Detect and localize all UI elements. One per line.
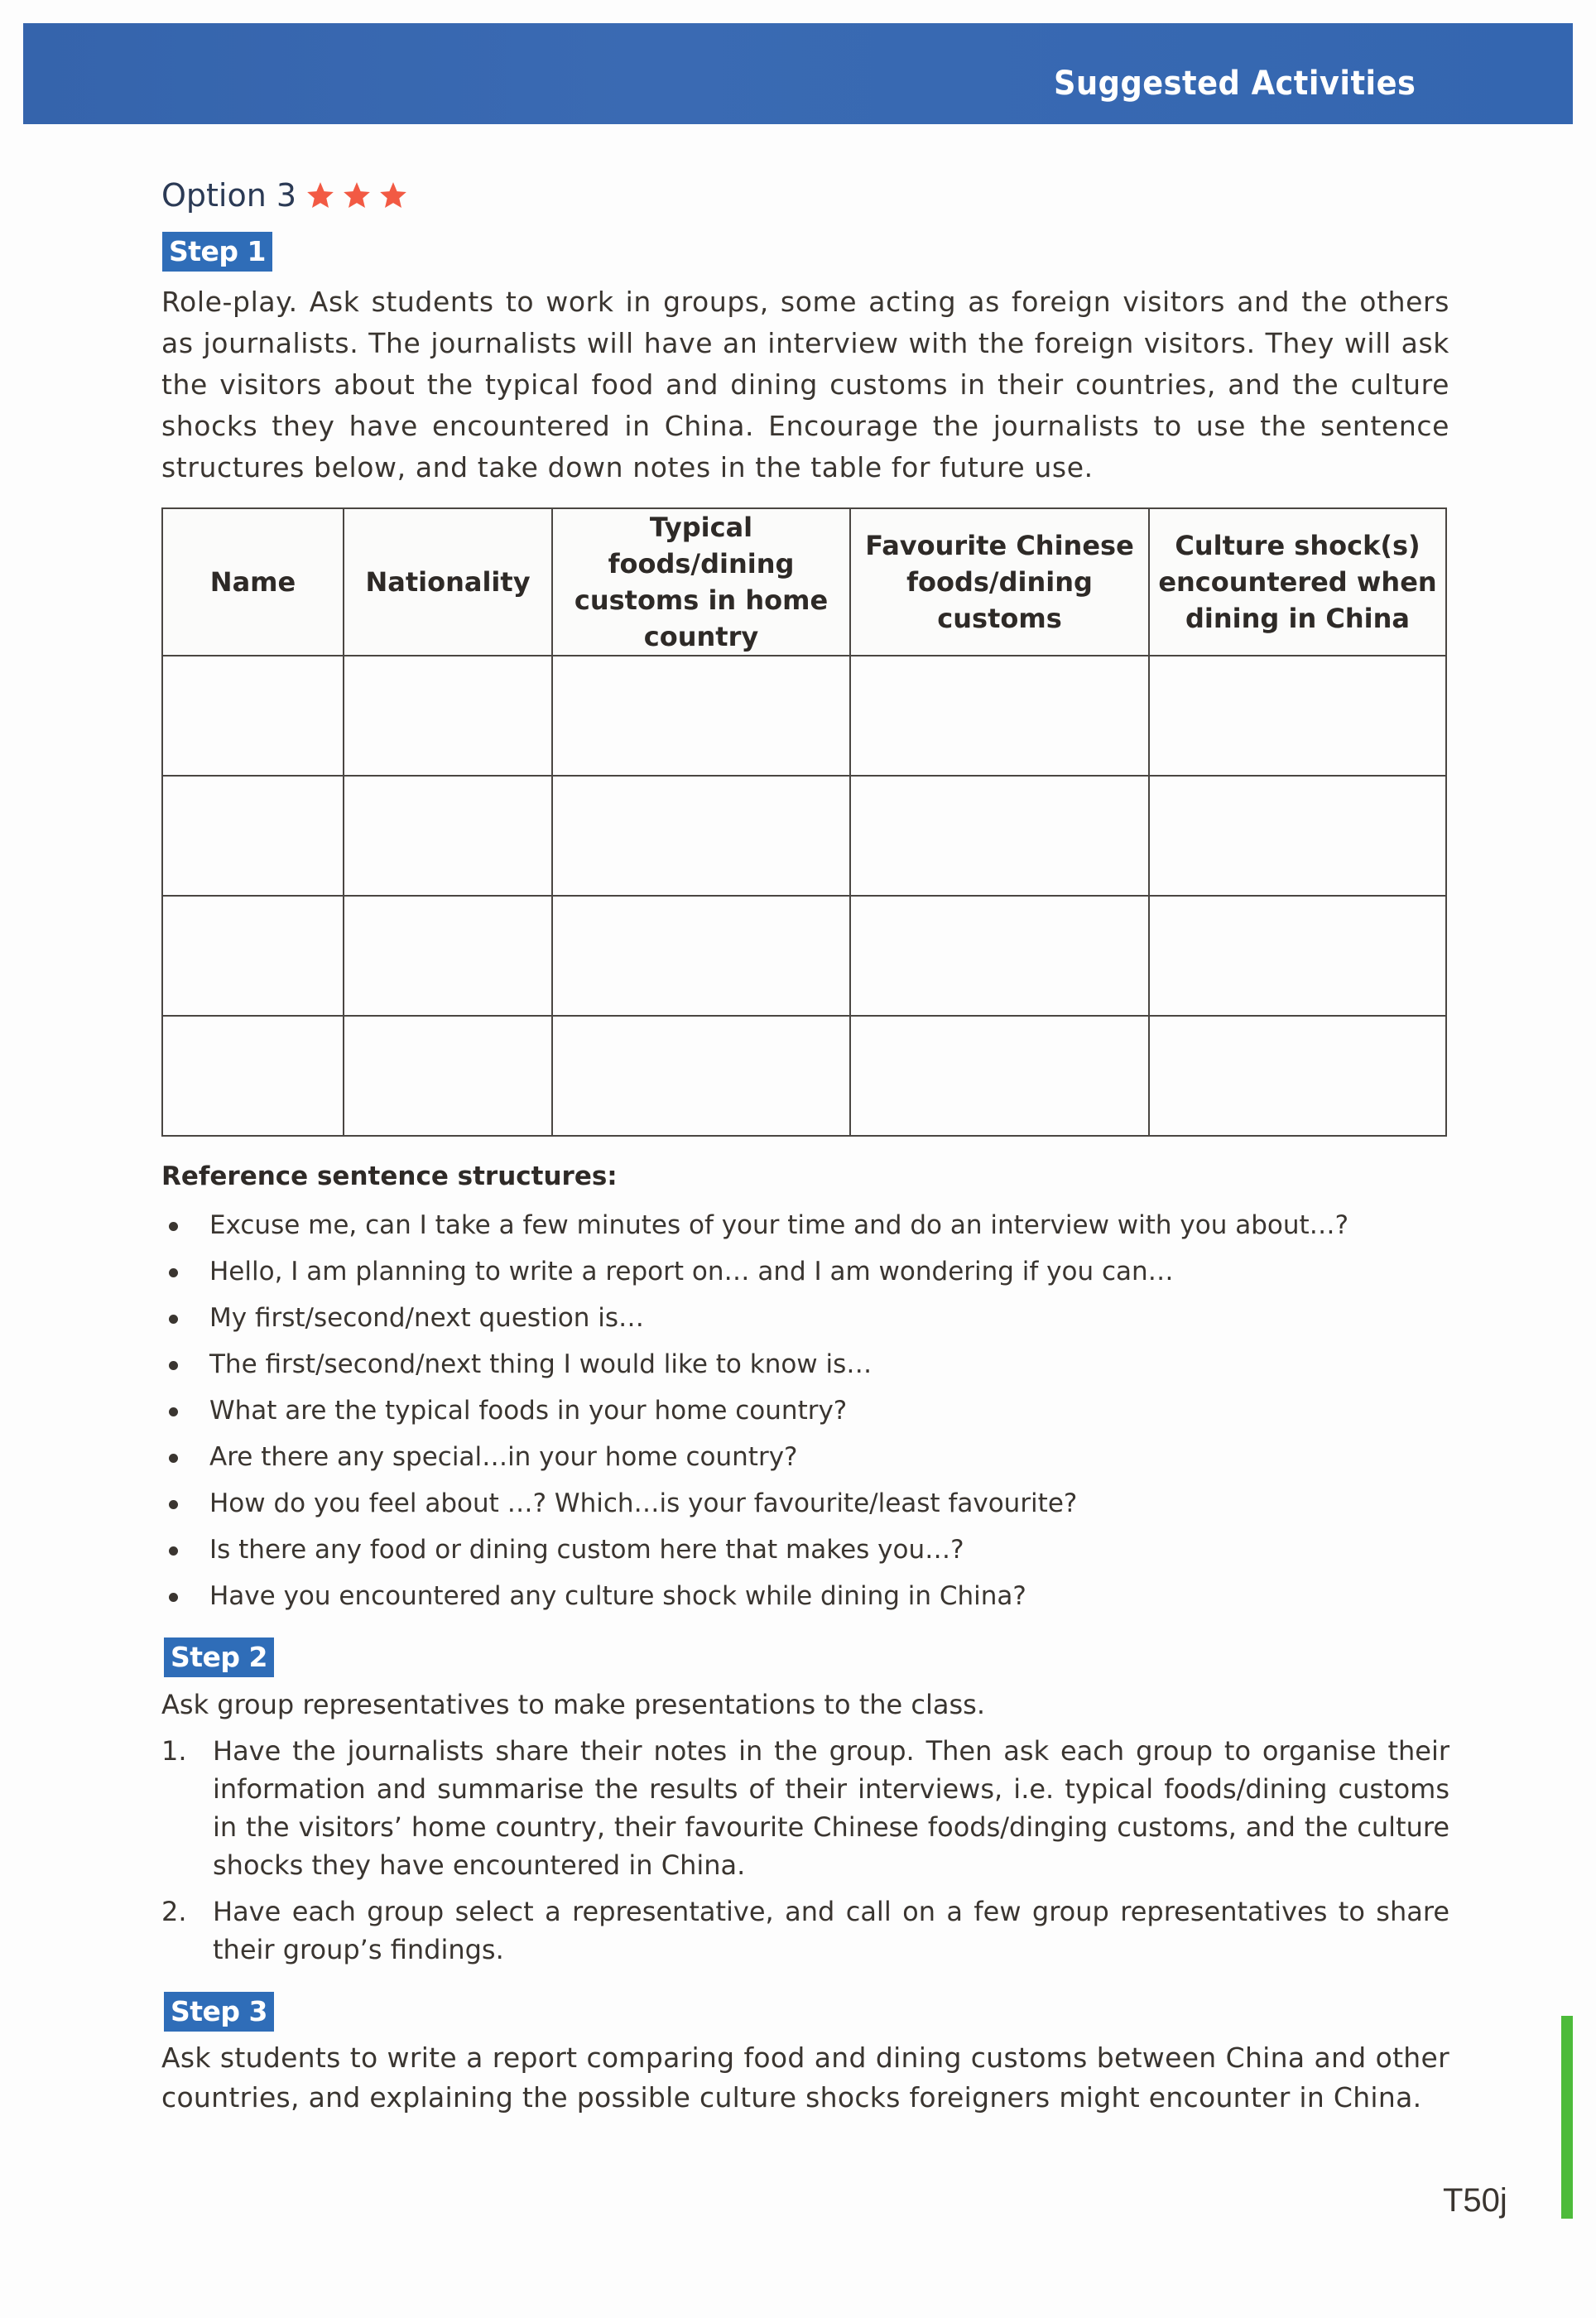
- step-1-instructions: Role-play. Ask students to work in groups, some acting as foreign visitors and the others as journalists. The journalists will have an interview with the foreign visitors. They will ask the visitors about the typical food and dining customs in their countries, and the culture shocks they have encountered in China. Encourage the journalists to use the sentence structures below, and take down notes in the table for future use.: [161, 286, 1449, 483]
- table-cell[interactable]: [344, 896, 552, 1016]
- list-item: [161, 1732, 1449, 1884]
- page-number: T50j: [1443, 2182, 1507, 2219]
- list-number: 2.: [161, 1896, 187, 1927]
- list-item-text: Are there any special…in your home country?: [209, 1442, 798, 1472]
- table-cell[interactable]: [552, 1016, 850, 1136]
- step-3-instructions: Ask students to write a report comparing food and dining customs between China and other countries, and explaining the possible culture shocks foreigners might encounter in China.: [161, 2041, 1449, 2114]
- list-item-text: Have each group select a representative, and call on a few group representatives to share their group’s findings.: [213, 1896, 1449, 1965]
- list-item: [161, 1434, 1403, 1480]
- chapter-tab-marker: [1561, 2016, 1573, 2219]
- table-cell[interactable]: [162, 656, 344, 776]
- list-item-text: Is there any food or dining custom here that makes you…?: [209, 1535, 964, 1565]
- table-cell[interactable]: [1149, 656, 1446, 776]
- list-item-text: Have you encountered any culture shock while dining in China?: [209, 1581, 1026, 1611]
- table-cell[interactable]: [344, 656, 552, 776]
- bullet-icon: [169, 1315, 178, 1324]
- table-cell[interactable]: [552, 896, 850, 1016]
- column-header-name: Name: [162, 508, 344, 656]
- reference-heading: Reference sentence structures:: [161, 1161, 618, 1191]
- bullet-icon: [169, 1222, 178, 1231]
- table-cell[interactable]: [1149, 776, 1446, 896]
- bullet-icon: [169, 1407, 178, 1416]
- table-cell[interactable]: [1149, 1016, 1446, 1136]
- step-1-badge: Step 1: [162, 232, 272, 272]
- list-item-text: What are the typical foods in your home country?: [209, 1396, 848, 1426]
- list-item: [161, 1248, 1403, 1295]
- option-label: Option 3: [161, 177, 297, 214]
- column-header-nationality: Nationality: [344, 508, 552, 656]
- table-header-row: [162, 508, 1446, 656]
- list-item-text: The first/second/next thing I would like to know is…: [209, 1349, 873, 1379]
- column-header-culture-shocks: Culture shock(s) encountered when dining in China: [1149, 508, 1446, 656]
- table-cell[interactable]: [552, 776, 850, 896]
- table-row: [162, 656, 1446, 776]
- step-3-badge: Step 3: [164, 1992, 274, 2032]
- table-row: [162, 1016, 1446, 1136]
- table-cell[interactable]: [162, 776, 344, 896]
- table-cell[interactable]: [850, 776, 1149, 896]
- bullet-icon: [169, 1268, 178, 1277]
- table-cell[interactable]: [850, 896, 1149, 1016]
- table-cell[interactable]: [552, 656, 850, 776]
- bullet-icon: [169, 1546, 178, 1556]
- bullet-icon: [169, 1593, 178, 1602]
- step-2-badge: Step 2: [164, 1638, 274, 1677]
- list-number: 1.: [161, 1735, 187, 1767]
- star-icon: [305, 180, 336, 211]
- difficulty-stars: [305, 180, 409, 211]
- table-cell[interactable]: [344, 776, 552, 896]
- step-2-intro: Ask group representatives to make presentations to the class.: [161, 1689, 985, 1720]
- column-header-typical-foods: Typical foods/dining customs in home country: [552, 508, 850, 656]
- reference-sentence-list: [161, 1202, 1403, 1619]
- list-item: [161, 1527, 1403, 1573]
- list-item: [161, 1387, 1403, 1434]
- list-item: [161, 1295, 1403, 1341]
- bullet-icon: [169, 1454, 178, 1463]
- list-item-text: How do you feel about …? Which…is your favourite/least favourite?: [209, 1488, 1078, 1518]
- table-cell[interactable]: [162, 896, 344, 1016]
- interview-notes-table: [161, 507, 1447, 1137]
- star-icon: [377, 180, 409, 211]
- list-item-text: Have the journalists share their notes in the group. Then ask each group to organise their information and summarise the results of their interviews, i.e. typical foods/dining customs in the visitors’ home country, their favourite Chinese foods/dinging customs, and the culture shocks they have encountered in China.: [213, 1735, 1449, 1881]
- list-item-text: My first/second/next question is…: [209, 1303, 645, 1333]
- table-cell[interactable]: [850, 1016, 1149, 1136]
- list-item: [161, 1573, 1403, 1619]
- header-band: [23, 23, 1573, 124]
- table-row: [162, 896, 1446, 1016]
- bullet-icon: [169, 1500, 178, 1509]
- list-item: [161, 1341, 1403, 1387]
- table-cell[interactable]: [162, 1016, 344, 1136]
- star-icon: [341, 180, 373, 211]
- list-item: [161, 1202, 1403, 1248]
- step-2-list: [161, 1732, 1449, 1977]
- list-item-text: Excuse me, can I take a few minutes of your time and do an interview with you about…?: [209, 1210, 1349, 1240]
- list-item: [161, 1480, 1403, 1527]
- column-header-favourite-chinese-foods: Favourite Chinese foods/dining customs: [850, 508, 1149, 656]
- option-heading: [161, 177, 409, 214]
- bullet-icon: [169, 1361, 178, 1370]
- table-cell[interactable]: [344, 1016, 552, 1136]
- table-cell[interactable]: [1149, 896, 1446, 1016]
- table-row: [162, 776, 1446, 896]
- list-item-text: Hello, I am planning to write a report on… and I am wondering if you can…: [209, 1257, 1174, 1286]
- table-cell[interactable]: [850, 656, 1149, 776]
- section-title: Suggested Activities: [1053, 65, 1416, 103]
- list-item: [161, 1892, 1449, 1969]
